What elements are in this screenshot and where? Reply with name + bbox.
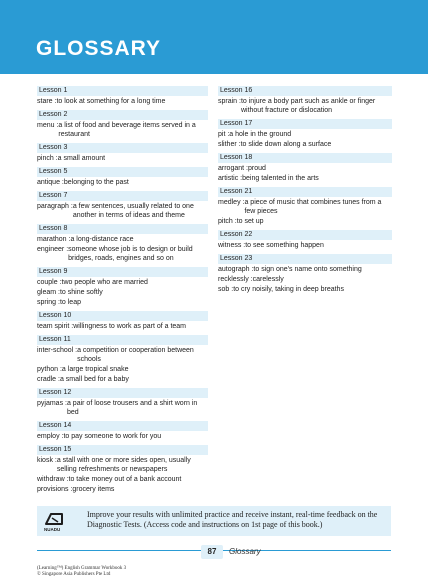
page-title: GLOSSARY <box>36 37 162 60</box>
glossary-definition: a small bed for a baby <box>59 376 129 383</box>
glossary-definition: to slide down along a surface <box>240 141 332 148</box>
glossary-definition: a competition or cooperation between schools <box>77 347 194 363</box>
glossary-entry <box>37 485 208 494</box>
lesson-header: Lesson 18 <box>218 153 392 163</box>
nuadu-notice <box>37 506 391 536</box>
glossary-entry <box>37 278 208 287</box>
page-label: Glossary <box>229 547 261 556</box>
glossary-definition: to look at something for a long time <box>56 98 166 105</box>
glossary-entry <box>218 285 392 294</box>
glossary-definition: to leap <box>59 299 81 306</box>
glossary-term: paragraph : <box>37 203 73 210</box>
glossary-term: team spirit : <box>37 323 74 330</box>
lesson-header: Lesson 23 <box>218 254 392 264</box>
glossary-definition: belonging to the past <box>63 179 129 186</box>
lesson-header: Lesson 1 <box>37 86 208 96</box>
glossary-term: provisions : <box>37 486 73 493</box>
glossary-entry <box>37 178 208 187</box>
lesson-header: Lesson 12 <box>37 388 208 398</box>
lesson-block <box>37 388 208 417</box>
glossary-term: kiosk : <box>37 457 57 464</box>
glossary-definition: someone whose job is to design or build bridges, roads, engines and so on <box>68 246 193 262</box>
glossary-term: withdraw : <box>37 476 69 483</box>
glossary-entry <box>218 164 392 173</box>
glossary-term: arrogant : <box>218 165 248 172</box>
glossary-term: sprain : <box>218 98 241 105</box>
glossary-term: employ : <box>37 433 64 440</box>
glossary-entry <box>37 154 208 163</box>
glossary-definition: a few sentences, usually related to one another in terms of ideas and theme <box>72 203 194 219</box>
glossary-term: python : <box>37 366 62 373</box>
lesson-block <box>37 335 208 384</box>
nuadu-logo-icon <box>42 510 68 532</box>
glossary-entry <box>37 432 208 441</box>
glossary-term: couple : <box>37 279 62 286</box>
lesson-header: Lesson 5 <box>37 167 208 177</box>
lesson-header: Lesson 22 <box>218 230 392 240</box>
lesson-header: Lesson 7 <box>37 191 208 201</box>
glossary-entry <box>218 140 392 149</box>
lesson-header: Lesson 15 <box>37 445 208 455</box>
lesson-header: Lesson 16 <box>218 86 392 96</box>
glossary-entry <box>218 174 392 183</box>
lesson-block <box>218 86 392 115</box>
nuadu-logo-text: NUADU <box>44 527 61 532</box>
glossary-entry <box>218 198 392 216</box>
glossary-entry <box>37 375 208 384</box>
glossary-definition: being talented in the arts <box>242 175 319 182</box>
glossary-definition: grocery items <box>72 486 115 493</box>
glossary-term: autograph : <box>218 266 254 273</box>
glossary-term: inter-school : <box>37 347 78 354</box>
lesson-block <box>37 86 208 106</box>
lesson-header: Lesson 10 <box>37 311 208 321</box>
glossary-entry <box>37 456 208 474</box>
glossary-definition: a list of food and beverage items served in a restaurant <box>58 122 196 138</box>
glossary-term: medley : <box>218 199 245 206</box>
glossary-term: pinch : <box>37 155 58 162</box>
glossary-term: slither : <box>218 141 241 148</box>
lesson-block <box>37 421 208 441</box>
page-number: 87 <box>201 545 223 559</box>
glossary-entry <box>37 202 208 220</box>
glossary-definition: a large tropical snake <box>61 366 129 373</box>
glossary-term: gleam : <box>37 289 60 296</box>
glossary-entry <box>37 288 208 297</box>
lesson-block <box>37 267 208 307</box>
glossary-entry <box>218 265 392 274</box>
glossary-definition: to shine softly <box>59 289 103 296</box>
credit-line-1: (Learning™) English Grammar Workbook 3 <box>37 566 127 571</box>
glossary-entry <box>37 322 208 331</box>
glossary-entry <box>37 298 208 307</box>
lesson-header: Lesson 21 <box>218 187 392 197</box>
lesson-block <box>37 445 208 494</box>
lesson-header: Lesson 11 <box>37 335 208 345</box>
glossary-entry <box>37 97 208 106</box>
lesson-block <box>218 119 392 149</box>
glossary-entry <box>37 365 208 374</box>
glossary-term: recklessly : <box>218 276 253 283</box>
glossary-definition: willingness to work as part of a team <box>73 323 187 330</box>
lesson-block <box>37 143 208 163</box>
glossary-term: spring : <box>37 299 60 306</box>
lesson-block <box>218 230 392 250</box>
credit-line-2: © Singapore Asia Publishers Pte Ltd <box>37 572 111 577</box>
glossary-column-right <box>218 86 392 298</box>
title-banner <box>0 0 428 74</box>
glossary-term: pit : <box>218 131 230 138</box>
lesson-block <box>218 153 392 183</box>
glossary-entry <box>218 130 392 139</box>
notice-text: Improve your results with unlimited practice and receive instant, real-time feedback on the Diagnostic Tests. (Access code and instructions on 1st page of this book.) <box>87 510 378 529</box>
lesson-block <box>37 311 208 331</box>
glossary-entry <box>37 475 208 484</box>
lesson-header: Lesson 2 <box>37 110 208 120</box>
glossary-entry <box>218 275 392 284</box>
lesson-header: Lesson 17 <box>218 119 392 129</box>
glossary-term: antique : <box>37 179 64 186</box>
lesson-header: Lesson 9 <box>37 267 208 277</box>
glossary-entry <box>37 399 208 417</box>
glossary-definition: a hole in the ground <box>229 131 292 138</box>
glossary-definition: a stall with one or more sides open, usually selling refreshments or newspapers <box>56 457 191 473</box>
lesson-header: Lesson 8 <box>37 224 208 234</box>
glossary-definition: a pair of loose trousers and a shirt worn in bed <box>66 400 198 416</box>
lesson-block <box>218 187 392 226</box>
glossary-definition: to set up <box>236 218 264 225</box>
glossary-definition: to cry noisily, taking in deep breaths <box>233 286 344 293</box>
glossary-term: menu : <box>37 122 59 129</box>
glossary-definition: a small amount <box>57 155 106 162</box>
glossary-definition: two people who are married <box>61 279 148 286</box>
lesson-block <box>37 110 208 139</box>
lesson-block <box>37 191 208 220</box>
glossary-term: pitch : <box>218 218 237 225</box>
lesson-header: Lesson 14 <box>37 421 208 431</box>
glossary-term: sob : <box>218 286 234 293</box>
glossary-entry <box>218 217 392 226</box>
glossary-definition: carelessly <box>252 276 284 283</box>
glossary-definition: to injure a body part such as ankle or finger without fracture or dislocation <box>240 98 376 114</box>
glossary-term: pyjamas : <box>37 400 67 407</box>
lesson-header: Lesson 3 <box>37 143 208 153</box>
glossary-entry <box>37 235 208 244</box>
glossary-definition: a long-distance race <box>70 236 134 243</box>
glossary-term: stare : <box>37 98 57 105</box>
glossary-entry <box>37 121 208 139</box>
credit-line <box>37 566 126 578</box>
glossary-term: artistic : <box>218 175 243 182</box>
glossary-column-left <box>37 86 208 498</box>
glossary-entry <box>37 346 208 364</box>
glossary-term: marathon : <box>37 236 71 243</box>
glossary-definition: proud <box>247 165 266 172</box>
glossary-entry <box>218 241 392 250</box>
glossary-definition: to take money out of a bank account <box>68 476 182 483</box>
lesson-block <box>37 167 208 187</box>
glossary-term: engineer : <box>37 246 69 253</box>
glossary-definition: to pay someone to work for you <box>63 433 162 440</box>
glossary-entry <box>218 97 392 115</box>
lesson-block <box>37 224 208 263</box>
lesson-block <box>218 254 392 294</box>
glossary-definition: a piece of music that combines tunes from a few pieces <box>244 199 382 215</box>
glossary-definition: to see something happen <box>245 242 324 249</box>
glossary-term: cradle : <box>37 376 60 383</box>
glossary-term: witness : <box>218 242 246 249</box>
glossary-entry <box>37 245 208 263</box>
glossary-definition: to sign one's name onto something <box>253 266 362 273</box>
